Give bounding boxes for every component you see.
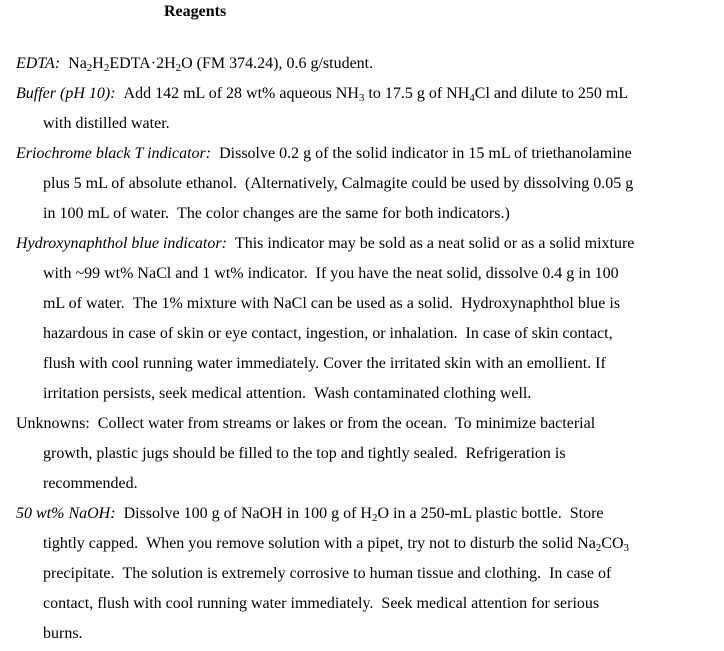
reagent-description-line: This indicator may be sold as a neat solid or as a solid mixture — [234, 235, 635, 252]
reagent-description-line: plus 5 mL of absolute ethanol. (Alternatively, Calmagite could be used by dissolving 0.05 g — [43, 175, 634, 192]
reagent-term: Unknowns: — [16, 415, 90, 432]
reagent-description-line: irritation persists, seek medical attention. Wash contaminated clothing well. — [43, 385, 532, 402]
reagent-entry — [16, 49, 718, 79]
reagent-description-line: with distilled water. — [43, 115, 170, 132]
reagent-entry — [16, 139, 718, 229]
reagent-description-line: flush with cool running water immediately. Cover the irritated skin with an emollient. If — [43, 355, 606, 372]
reagent-description-line: with ~99 wt% NaCl and 1 wt% indicator. If you have the neat solid, dissolve 0.4 g in 100 — [43, 265, 619, 282]
reagent-entry — [16, 409, 718, 499]
reagent-term: Eriochrome black T indicator: — [16, 145, 212, 162]
reagent-description-line: in 100 mL of water. The color changes are the same for both indicators.) — [43, 205, 510, 222]
reagent-description-line: Dissolve 100 g of NaOH in 100 g of $H_2O$ in a 250-mL plastic bottle. Store — [123, 505, 604, 524]
reagent-entry — [16, 499, 718, 649]
reagent-description-line: recommended. — [43, 475, 138, 492]
reagent-list — [16, 49, 718, 649]
section-title: Reagents — [164, 3, 227, 20]
reagent-term: EDTA: — [16, 55, 61, 72]
reagent-description-line: Dissolve 0.2 g of the solid indicator in 15 mL of triethanolamine — [219, 145, 632, 162]
reagent-term: 50 wt% NaOH: — [16, 505, 116, 522]
reagent-entry — [16, 79, 718, 139]
reagent-description-line: Collect water from streams or lakes or from the ocean. To minimize bacterial — [97, 415, 596, 432]
reagent-description-line: Add 142 mL of 28 wt% aqueous $NH_3$ to 17.5 g of $NH_4Cl$ and dilute to 250 mL — [123, 85, 629, 104]
reagent-entry — [16, 229, 718, 409]
reagent-description-line: burns. — [43, 625, 83, 642]
reagent-description-line: growth, plastic jugs should be filled to the top and tightly sealed. Refrigeration is — [43, 445, 566, 462]
reagent-description-line: hazardous in case of skin or eye contact, ingestion, or inhalation. In case of skin contact, — [43, 325, 613, 342]
reagent-description-line: precipitate. The solution is extremely corrosive to human tissue and clothing. In case of — [43, 565, 612, 582]
reagent-term: Hydroxynaphthol blue indicator: — [16, 235, 227, 252]
reagent-description-line: contact, flush with cool running water immediately. Seek medical attention for serious — [43, 595, 600, 612]
reagent-description-line: mL of water. The 1% mixture with NaCl can be used as a solid. Hydroxynaphthol blue is — [43, 295, 621, 312]
reagent-description-line: $Na_2H_2EDTA\cdot 2H_2O$ (FM 374.24), 0.6 g/student. — [68, 55, 374, 74]
reagent-term: Buffer (pH 10): — [16, 85, 116, 102]
reagent-description-line: tightly capped. When you remove solution with a pipet, try not to disturb the solid $Na_2CO_3$ — [43, 535, 630, 554]
